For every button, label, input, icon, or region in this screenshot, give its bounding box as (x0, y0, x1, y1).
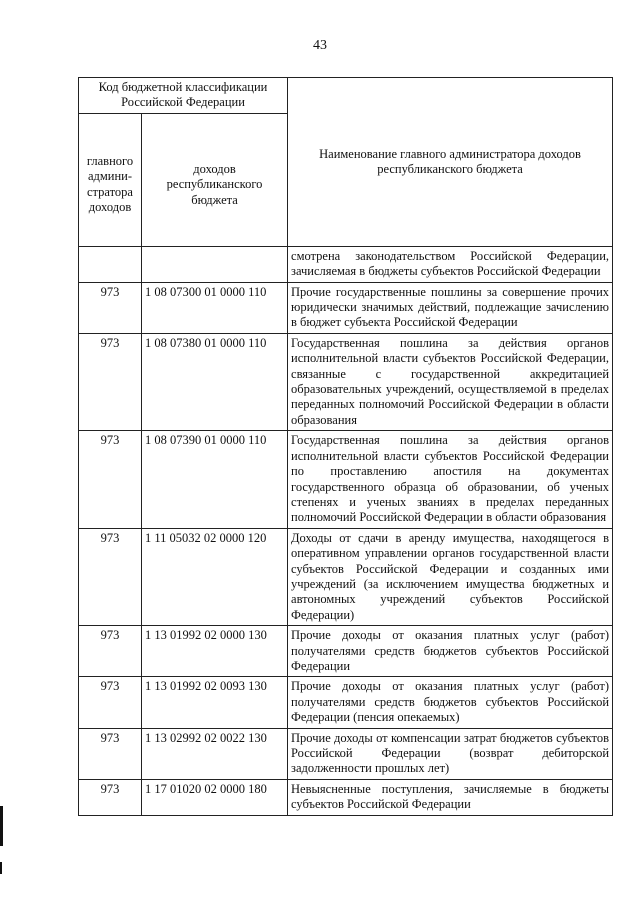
cell-budget-classification-code (142, 246, 288, 282)
cell-administrator-code: 973 (79, 779, 142, 815)
cell-revenue-name: Невыясненные поступления, зачисляемые в бюджеты субъектов Российской Федерации (288, 779, 613, 815)
table-row (79, 282, 613, 333)
cell-budget-classification-code: 1 17 01020 02 0000 180 (142, 779, 288, 815)
table-row (79, 677, 613, 728)
cell-revenue-name: Прочие доходы от оказания платных услуг (работ) получателями средств бюджетов субъектов Российской Федерации (пенсия опекаемых) (288, 677, 613, 728)
cell-budget-classification-code: 1 08 07380 01 0000 110 (142, 333, 288, 430)
cell-administrator-code: 973 (79, 728, 142, 779)
header-main-administrator: главного админи-стратора доходов (79, 113, 142, 246)
cell-administrator-code: 973 (79, 333, 142, 430)
cell-budget-classification-code: 1 08 07300 01 0000 110 (142, 282, 288, 333)
cell-budget-classification-code: 1 13 01992 02 0093 130 (142, 677, 288, 728)
cell-revenue-name: смотрена законодательством Российской Федерации, зачисляемая в бюджеты субъектов Российской Федерации (288, 246, 613, 282)
header-republican-budget-revenue: доходов республиканского бюджета (142, 113, 288, 246)
cell-administrator-code: 973 (79, 626, 142, 677)
table-body (79, 246, 613, 815)
scan-margin-mark (0, 806, 3, 846)
table-header-row (79, 78, 613, 114)
cell-budget-classification-code: 1 11 05032 02 0000 120 (142, 528, 288, 625)
cell-administrator-code: 973 (79, 282, 142, 333)
cell-revenue-name: Прочие доходы от компенсации затрат бюджетов субъектов Российской Федерации (возврат дебиторской задолженности прошлых лет) (288, 728, 613, 779)
cell-administrator-code: 973 (79, 528, 142, 625)
header-budget-classification-code: Код бюджетной классификации Российской Федерации (79, 78, 288, 114)
cell-budget-classification-code: 1 08 07390 01 0000 110 (142, 431, 288, 528)
cell-revenue-name: Прочие доходы от оказания платных услуг (работ) получателями средств бюджетов субъектов Российской Федерации (288, 626, 613, 677)
cell-revenue-name: Прочие государственные пошлины за совершение прочих юридически значимых действий, подлежащие зачислению в бюджет субъекта Российской Федерации (288, 282, 613, 333)
cell-administrator-code: 973 (79, 677, 142, 728)
cell-budget-classification-code: 1 13 01992 02 0000 130 (142, 626, 288, 677)
cell-administrator-code (79, 246, 142, 282)
scan-margin-mark (0, 862, 2, 874)
table-row (79, 528, 613, 625)
cell-revenue-name: Доходы от сдачи в аренду имущества, находящегося в оперативном управлении органов государственной власти субъектов Российской Федерации и созданных ими учреждений (за исключением имущества бюджетных и автономных учреждений субъектов Российской Федерации) (288, 528, 613, 625)
cell-administrator-code: 973 (79, 431, 142, 528)
table-row (79, 728, 613, 779)
table-row (79, 779, 613, 815)
cell-budget-classification-code: 1 13 02992 02 0022 130 (142, 728, 288, 779)
table-row (79, 626, 613, 677)
revenue-classification-table (78, 77, 613, 816)
header-administrator-name: Наименование главного администратора доходов республиканского бюджета (288, 78, 613, 247)
table-row (79, 333, 613, 430)
page-number: 43 (313, 38, 327, 53)
cell-revenue-name: Государственная пошлина за действия органов исполнительной власти субъектов Российской Федерации, связанные с государственной аккредитацией образовательных учреждений, осуществляемой в пределах переданных полномочий Российской Федерации в области образования (288, 333, 613, 430)
table-row (79, 246, 613, 282)
table-row (79, 431, 613, 528)
cell-revenue-name: Государственная пошлина за действия органов исполнительной власти субъектов Российской Федерации по проставлению апостиля на документах государственного образца об образовании, об ученых степенях и ученых званиях в пределах переданных полномочий Российской Федерации в области образования (288, 431, 613, 528)
